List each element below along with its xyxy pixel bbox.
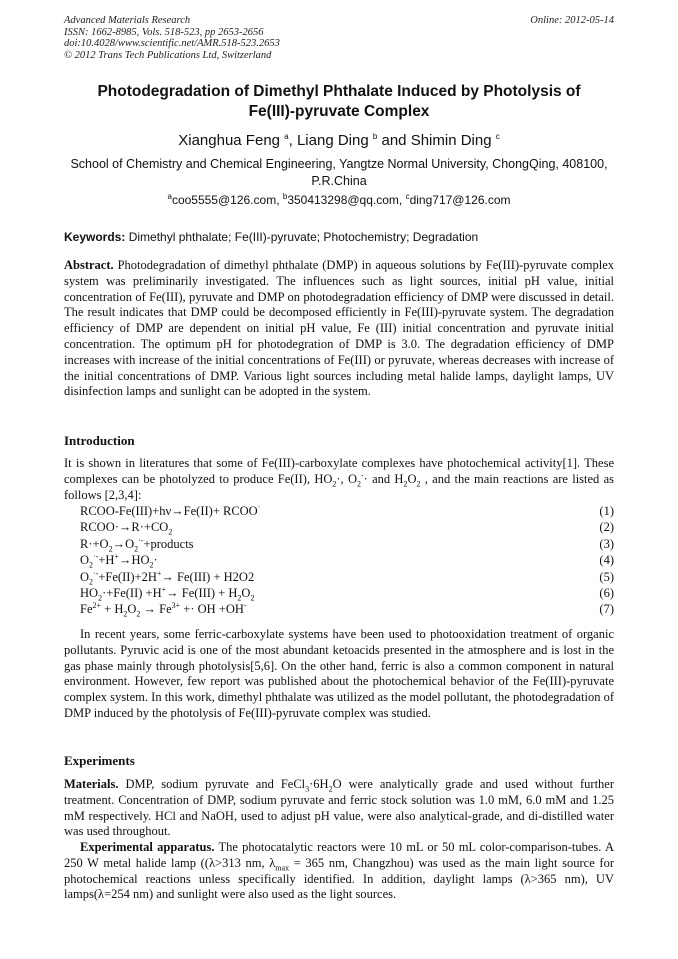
copyright-line: © 2012 Trans Tech Publications Ltd, Switzerland [64, 49, 272, 61]
intro-p1-sup-1: - [360, 470, 364, 480]
equation-5-formula [80, 569, 254, 585]
eq3-part-a: R·+O [80, 536, 109, 551]
eq1-part-a: RCOO-Fe(III)+hν→Fe(II)+ RCOO [80, 504, 258, 518]
eq6-sup: + [161, 584, 167, 594]
eq6-sub-3: 2 [250, 593, 255, 603]
eq4-part-d: +H [98, 553, 115, 568]
equation-5 [64, 569, 614, 585]
equation-6 [64, 585, 614, 601]
keywords-text: Dimethyl phthalate; Fe(III)-pyruvate; Photochemistry; Degradation [125, 230, 479, 244]
abstract [64, 258, 614, 400]
eq5-sub: 2 [89, 577, 94, 587]
eq7-part-e: O [127, 602, 137, 617]
affiliation [64, 156, 614, 190]
eq4-sup-1: ·- [93, 552, 99, 562]
author-3-mark: c [495, 132, 500, 141]
eq7-sup-3: - [243, 601, 247, 611]
eq3-sup: ·- [138, 535, 144, 545]
email-b-mark: b [282, 192, 288, 201]
eq4-sub-2: 2 [149, 560, 154, 570]
eq5-part-f: → Fe(III) + H2O2 [161, 569, 255, 584]
equation-2-number: (2) [599, 520, 614, 535]
journal-header [64, 15, 280, 61]
intro-p1-sub-3: 2 [403, 479, 408, 489]
eq4-part-a: O [80, 553, 90, 568]
equation-2-formula [80, 519, 172, 535]
eq2-part-a: RCOO·→R·+CO [80, 520, 169, 535]
equation-3-formula [80, 536, 194, 552]
abstract-label: Abstract. [64, 258, 114, 272]
eq7-part-c: + H [101, 602, 124, 617]
eq6-part-g: O [241, 585, 251, 600]
author-2: Liang Ding [296, 132, 369, 149]
equation-6-formula [80, 585, 254, 601]
author-emails [64, 193, 614, 207]
author-1-mark: a [284, 132, 289, 141]
intro-p1-text-d: O [407, 471, 417, 486]
email-c: ding717@126.com [409, 193, 511, 207]
issn-line: ISSN: 1662-8985, Vols. 518-523, pp 2653-2656 [64, 26, 264, 38]
eq6-part-a: HO [80, 585, 99, 600]
eq3-sub-2: 2 [134, 544, 139, 554]
introduction-paragraph-2: In recent years, some ferric-carboxylate systems have been used to photooxidation treatment of organic pollutants. Pyruvic acid is one of the most abundant ketoacids presented in the atmosphere and is lost in the gas phase mainly through photolysis[5,6]. On the other hand, ferric is also a common component in natural environment. However, few report was published about the photochemical behavior of the Fe(III)-pyruvate complex system. In this work, dimethyl phthalate was utilized as the model pollutant, the photodegradation of DMP induced by the photolysis of Fe(III)-pyruvate complex was studied. [64, 627, 614, 720]
journal-name: Advanced Materials Research [64, 15, 191, 26]
apparatus-text-a: The photocatalytic reactors were 10 mL or 50 mL color-comparison-tubes. A 250 W metal halide lamp ((λ>313 nm, λ [64, 840, 614, 870]
intro-p1-sub-1: 2 [332, 479, 337, 489]
title-line-1: Photodegradation of Dimethyl Phthalate Induced by Photolysis of [97, 83, 581, 100]
apparatus-text-c: = 365 nm, Changzhou) was used as the main light source for photochemical reactions unless specifically identified. In addition, daylight lamps (λ>365 nm), UV lamps(λ=254 nm) and sunlight were also used as the light sources. [64, 855, 615, 902]
eq7-part-i: +· OH +OH [180, 602, 244, 617]
intro-p1-text-c: · and H [363, 471, 404, 486]
keywords-line [64, 230, 614, 244]
equation-4-number: (4) [599, 553, 614, 568]
equation-1-formula [80, 503, 260, 519]
equation-7 [64, 601, 614, 617]
eq4-part-f: →HO [118, 553, 150, 568]
author-sep-1: , [288, 132, 297, 149]
equation-3-number: (3) [599, 536, 614, 551]
paper-title [64, 82, 614, 122]
eq3-part-c: →O [112, 536, 135, 551]
eq1-sup: · [257, 502, 261, 512]
eq7-part-g: → Fe [140, 602, 172, 617]
introduction-paragraph-1 [64, 456, 614, 503]
materials-text-c: ·6H [309, 777, 329, 791]
eq7-sup-1: 2+ [92, 601, 102, 611]
intro-p1-text-a: It is shown in literatures that some of Fe(III)-carboxylate complexes have photochemical activity[1]. These complexes can be photolyzed to produce Fe(II), HO [64, 456, 614, 486]
abstract-text: Photodegradation of dimethyl phthalate (DMP) in aqueous solutions by Fe(III)-pyruvate complex system was preliminarily investigated. The influences such as light sources, initial pH value, initial concentration of Fe(III), pyruvate and DMP on photodegradation efficiency of DMP were discussed in detail. The result indicates that DMP could be decomposed efficiently in Fe(III)-pyruvate system. The degradation efficiency of DMP are dependent on initial pH value, Fe (III) initial concentration and pyruvate initial concentration. The optimum pH for photodegration of DMP is 3.0. The degradation efficiency of DMP increases with increase of the initial concentrations of Fe(III) or pyruvate, whereas decreases with increase of the initial concentrations of DMP. Various light sources including metal halide lamps, daylight lamps, UV disinfection lamps and sunlight can be adopted in the system. [64, 258, 614, 399]
equation-4 [64, 552, 614, 568]
eq2-sub: 2 [168, 527, 173, 537]
eq4-sup-2: + [114, 552, 119, 562]
affiliation-line-1: School of Chemistry and Chemical Engineering, Yangtze Normal University, ChongQing, 408100, [70, 157, 608, 171]
intro-p1-text-b: ·, O [336, 471, 357, 486]
materials-paragraph [64, 777, 614, 840]
title-line-2: Fe(III)-pyruvate Complex [248, 103, 430, 120]
equation-5-number: (5) [599, 569, 614, 584]
author-2-mark: b [372, 132, 378, 141]
eq5-part-d: +Fe(II)+2H [98, 569, 157, 584]
eq5-sup-2: + [156, 568, 162, 578]
equation-1 [64, 503, 614, 519]
eq7-sup-2: 3+ [171, 601, 181, 611]
equation-7-formula [80, 601, 247, 617]
eq5-sup-1: ·- [93, 568, 99, 578]
equation-4-formula [80, 552, 158, 568]
apparatus-sub: max [275, 863, 290, 873]
email-a: coo5555@126.com, [171, 193, 283, 207]
equation-2 [64, 519, 614, 535]
eq4-sub-1: 2 [89, 560, 94, 570]
eq6-sub-2: 2 [237, 593, 242, 603]
eq5-part-a: O [80, 569, 90, 584]
author-1: Xianghua Feng [178, 132, 280, 149]
eq6-part-e: → Fe(III) + H [166, 585, 238, 600]
materials-sub-1: 3 [305, 784, 310, 794]
apparatus-label: Experimental apparatus. [80, 840, 215, 854]
materials-sub-2: 2 [328, 784, 333, 794]
author-sep-2: and [377, 132, 411, 149]
email-a-mark: a [167, 192, 172, 201]
author-3: Shimin Ding [410, 132, 492, 149]
eq6-sub-1: 2 [98, 593, 103, 603]
eq7-sub-2: 2 [136, 609, 141, 619]
equation-6-number: (6) [599, 585, 614, 600]
experiments-heading: Experiments [64, 753, 135, 768]
affiliation-line-2: P.R.China [311, 174, 367, 188]
equation-1-number: (1) [599, 504, 614, 518]
materials-label: Materials. [64, 777, 119, 791]
intro-p1-sub-2: 2 [356, 479, 361, 489]
intro-p1-text-e: , and the main reactions are listed as follows [2,3,4]: [64, 471, 614, 502]
equation-3 [64, 536, 614, 552]
reaction-equations [64, 503, 614, 618]
online-date: Online: 2012-05-14 [530, 15, 614, 26]
introduction-heading: Introduction [64, 433, 135, 448]
eq3-part-f: +products [143, 536, 194, 551]
email-b: 350413298@qq.com, [287, 193, 406, 207]
intro-p1-sub-4: 2 [416, 479, 421, 489]
author-list [64, 132, 614, 149]
apparatus-paragraph [64, 840, 614, 903]
eq7-sub-1: 2 [123, 609, 128, 619]
keywords-label: Keywords: [64, 230, 126, 244]
email-c-mark: c [405, 192, 410, 201]
eq3-sub-1: 2 [108, 544, 113, 554]
equation-7-number: (7) [599, 602, 614, 617]
materials-text-a: DMP, sodium pyruvate and FeCl [118, 777, 306, 791]
doi-line: doi:10.4028/www.scientific.net/AMR.518-523.2653 [64, 38, 280, 49]
eq4-part-h: · [153, 553, 158, 568]
materials-text-e: O were analytically grade and used without further treatment. Concentration of DMP, sodium pyruvate and ferric stock solution was 1.0 mM, 6.0 mM and 1.25 mM respectively. HCl and NaOH, used to adjust pH value, were also analytical-grade, and di-distilled water was used throughout. [64, 777, 615, 839]
eq6-part-c: ·+Fe(II) +H [102, 585, 162, 600]
eq7-part-a: Fe [80, 602, 93, 617]
